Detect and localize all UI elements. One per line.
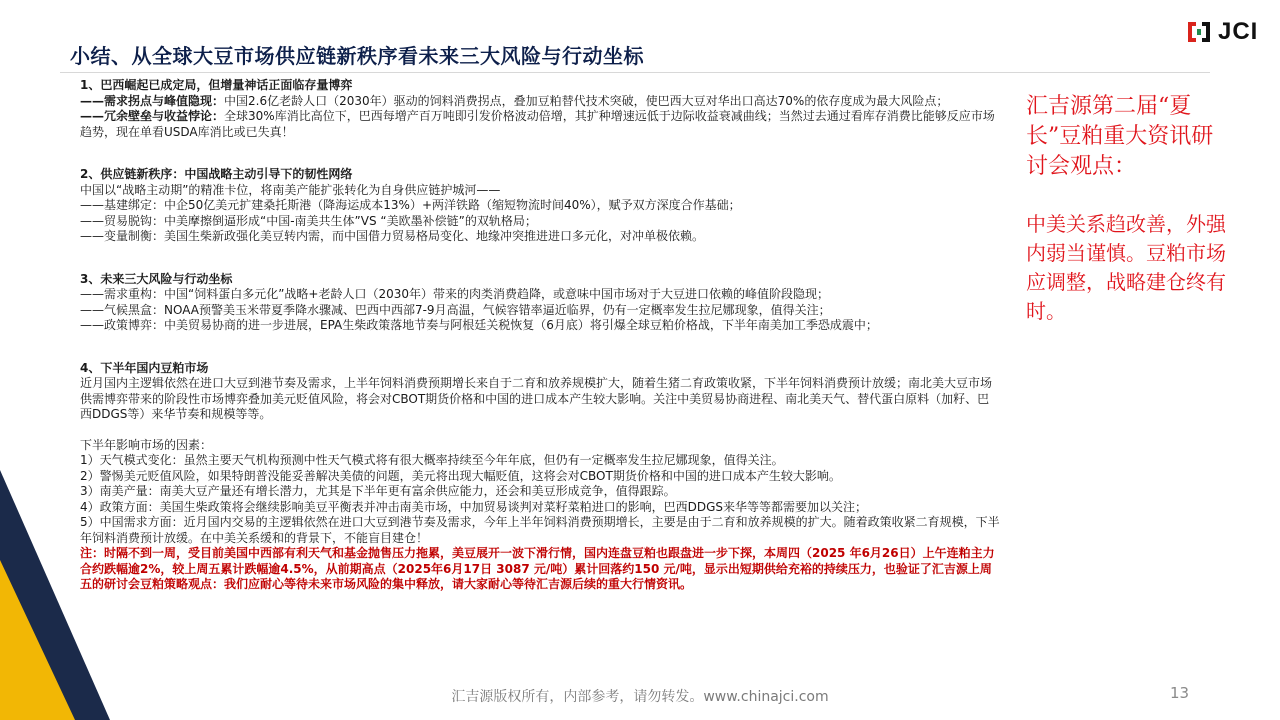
factors-heading: 下半年影响市场的因素： bbox=[80, 437, 213, 452]
summary-content bbox=[80, 78, 1000, 606]
section-heading: 4、下半年国内豆粕市场 bbox=[80, 360, 209, 375]
section-line bbox=[80, 94, 1000, 110]
section-line: ——需求重构：中国“饲料蛋白多元化”战略+老龄人口（2030年）带来的肉类消费趋降，或意味中国市场对于大豆进口依赖的峰值阶段隐现； bbox=[80, 287, 830, 301]
factor-item: 4）政策方面：美国生柴政策将会继续影响美豆平衡表并冲击南美市场，中加贸易谈判对菜籽菜粕进口的影响，巴西DDGS来华等等都需要加以关注； bbox=[80, 499, 868, 514]
section-line: ——贸易脱钩：中美摩擦倒逼形成“中国-南美共生体”VS “美欧墨补偿链”的双轨格局； bbox=[80, 213, 537, 228]
section-heading: 1、巴西崛起已成定局，但增量神话正面临存量博弈 bbox=[80, 78, 353, 92]
factor-item: 2）警惕美元贬值风险，如果特朗普没能妥善解决美债的问题，美元将出现大幅贬值，这将会对CBOT期货价格和中国的进口成本产生较大影响。 bbox=[80, 468, 841, 483]
line-text: 全球30%库消比高位下，巴西每增产百万吨即引发价格波动倍增，其扩种增速远低于边际收益衰减曲线；当然过去通过看库存消费比能够反应市场趋势，现在单看USDA库消比或已失真！ bbox=[80, 109, 995, 139]
section-line: ——政策博弈：中美贸易协商的进一步进展，EPA生柴政策落地节奏与阿根廷关税恢复（6月底）将引爆全球豆粕价格战，下半年南美加工季恐成震中； bbox=[80, 318, 878, 332]
page-title: 小结、从全球大豆市场供应链新秩序看未来三大风险与行动坐标 bbox=[70, 44, 644, 68]
section-3 bbox=[80, 272, 1000, 334]
factor-item: 3）南美产量：南美大豆产量还有增长潜力，尤其是下半年更有富余供应能力，还会和美豆形成竞争，值得跟踪。 bbox=[80, 484, 676, 498]
section-line bbox=[80, 109, 1000, 140]
title-divider bbox=[60, 72, 1210, 73]
page-number: 13 bbox=[1170, 684, 1190, 702]
logo-mark-icon bbox=[1186, 20, 1214, 44]
section-line: 中国以“战略主动期”的精准卡位，将南美产能扩张转化为自身供应链护城河—— bbox=[80, 182, 501, 197]
line-lead: ——需求拐点与峰值隐现： bbox=[80, 93, 225, 108]
line-lead: ——冗余壁垒与收益悖论： bbox=[80, 109, 225, 123]
company-logo bbox=[1186, 18, 1266, 48]
section-line: 近月国内主逻辑依然在进口大豆到港节奏及需求，上半年饲料消费预期增长来自于二育和放养规模扩大，随着生猪二育政策收紧，下半年饲料消费预计放缓；南北美大豆市场供需博弈带来的阶段性市场博弈叠加美元贬值风险，将会对CBOT期货价格和中国的进口成本产生较大影响。关注中美贸易协商进程、南北美天气、替代蛋白原料（加籽、巴西DDGS等）来华节奏和规模等等。 bbox=[80, 376, 993, 421]
section-line: ——基建绑定：中企50亿美元扩建桑托斯港（降海运成本13%）+两洋铁路（缩短物流时间40%），赋予双方深度合作基础； bbox=[80, 198, 741, 212]
logo-text: JCI bbox=[1218, 18, 1259, 45]
section-2 bbox=[80, 167, 1000, 245]
seminar-viewpoint bbox=[1026, 92, 1226, 326]
section-heading: 2、供应链新秩序：中国战略主动引导下的韧性网络 bbox=[80, 167, 353, 181]
copyright-footer: 汇吉源版权所有，内部参考，请勿转发。www.chinajci.com bbox=[451, 689, 829, 705]
viewpoint-body: 中美关系趋改善，外强内弱当谨慎。豆粕市场应调整，战略建仓终有时。 bbox=[1026, 212, 1226, 323]
section-heading: 3、未来三大风险与行动坐标 bbox=[80, 271, 233, 286]
section-1 bbox=[80, 78, 1000, 140]
factor-item: 1）天气模式变化：虽然主要天气机构预测中性天气模式将有很大概率持续至今年年底，但仍有一定概率发生拉尼娜现象，值得关注。 bbox=[80, 453, 784, 467]
factor-item: 5）中国需求方面：近月国内交易的主逻辑依然在进口大豆到港节奏及需求，今年上半年饲料消费预期增长，主要是由于二育和放养规模的扩大。随着政策收紧二育规模，下半年饲料消费预计放缓。在中美关系缓和的背景下，不能盲目建仓！ bbox=[80, 515, 1000, 545]
section-line: ——变量制衡：美国生柴新政强化美豆转内需，而中国借力贸易格局变化、地缘冲突推进进口多元化，对冲单极依赖。 bbox=[80, 229, 705, 243]
section-4 bbox=[80, 361, 1000, 593]
market-note: 注：时隔不到一周，受目前美国中西部有利天气和基金抛售压力拖累，美豆展开一波下滑行情，国内连盘豆粕也跟盘进一步下探，本周四（2025 年6月26日）上午连粕主力合约跌幅逾2%，较上周五累计跌幅逾4.5%，从前期高点（2025年6月17日 3087 元/吨）累计回落约150 元/吨，显示出短期供给充裕的持续压力，也验证了汇吉源上周五的研讨会豆粕策略观点：我们应耐心等待未来市场风险的集中释放，请大家耐心等待汇吉源后续的重大行情资讯。 bbox=[80, 546, 995, 591]
section-line: ——气候黑盒：NOAA预警美玉米带夏季降水骤减、巴西中西部7-9月高温，气候容错率逼近临界，仍有一定概率发生拉尼娜现象，值得关注； bbox=[80, 302, 831, 317]
line-text: 中国2.6亿老龄人口（2030年）驱动的饲料消费拐点，叠加豆粕替代技术突破，使巴西大豆对华出口高达70%的依存度成为最大风险点； bbox=[224, 93, 949, 108]
viewpoint-heading: 汇吉源第二届“夏长”豆粕重大资讯研讨会观点： bbox=[1026, 94, 1214, 179]
